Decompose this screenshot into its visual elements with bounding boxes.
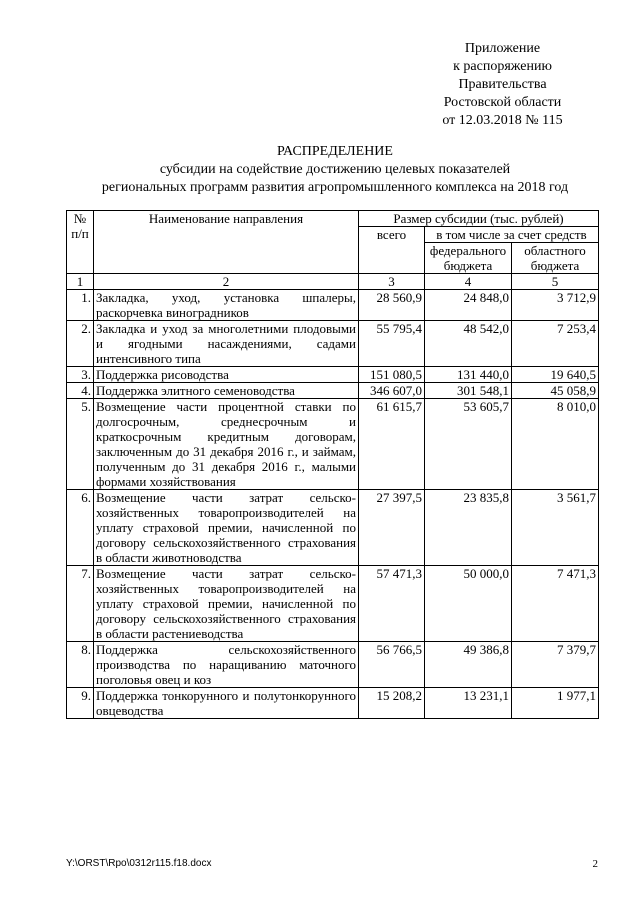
row-federal: 49 386,8 (425, 642, 512, 688)
row-number: 4. (67, 383, 94, 399)
row-regional: 19 640,5 (512, 367, 599, 383)
page-number: 2 (592, 858, 598, 870)
column-number: 4 (425, 274, 512, 290)
appendix-line: к распоряжению (453, 59, 552, 74)
row-number: 3. (67, 367, 94, 383)
document-heading (40, 143, 630, 197)
row-federal: 24 848,0 (425, 290, 512, 321)
header-cell-federal: федерального бюджета (425, 243, 512, 274)
row-total: 27 397,5 (359, 490, 425, 566)
row-number: 9. (67, 688, 94, 719)
table-row (67, 490, 599, 566)
header-cell-regional: областного бюджета (512, 243, 599, 274)
row-federal: 53 605,7 (425, 399, 512, 490)
document-title: РАСПРЕДЕЛЕНИЕ (277, 144, 393, 159)
table-row (67, 642, 599, 688)
document-subtitle: региональных программ развития агропромышленного комплекса на 2018 год (101, 180, 569, 195)
row-regional: 7 379,7 (512, 642, 599, 688)
header-cell-name: Наименование направления (94, 211, 359, 274)
appendix-line: Правительства (458, 77, 547, 92)
row-regional: 1 977,1 (512, 688, 599, 719)
header-cell-number: № п/п (67, 211, 94, 274)
row-number: 8. (67, 642, 94, 688)
row-federal: 50 000,0 (425, 566, 512, 642)
appendix-line: от 12.03.2018 № 115 (442, 113, 563, 128)
row-name: Поддержка сельскохозяйственного производства по наращиванию маточного поголовья овец и коз (94, 642, 359, 688)
appendix-line: Приложение (464, 41, 541, 56)
row-federal: 301 548,1 (425, 383, 512, 399)
appendix-line: Ростовской области (443, 95, 562, 110)
column-number: 3 (359, 274, 425, 290)
appendix-block (380, 40, 625, 130)
column-number-row (67, 274, 599, 290)
row-name: Закладка, уход, установка шпалеры, раскорчевка виноградников (94, 290, 359, 321)
footer (66, 858, 598, 869)
document-subtitle: субсидии на содействие достижению целевых показателей (159, 162, 511, 177)
row-total: 346 607,0 (359, 383, 425, 399)
column-number: 2 (94, 274, 359, 290)
row-regional: 3 561,7 (512, 490, 599, 566)
row-total: 56 766,5 (359, 642, 425, 688)
row-name: Поддержка тонкорунного и полутонкорунного овцеводства (94, 688, 359, 719)
row-name: Поддержка элитного семеноводства (94, 383, 359, 399)
row-number: 6. (67, 490, 94, 566)
row-regional: 3 712,9 (512, 290, 599, 321)
row-name: Возмещение части процентной ставки по долгосрочным, среднесрочным и краткосрочным кредитным договорам, заключенным до 31 декабря 2016 г., и займам, полученным до 31 декабря 2016 г., малыми формами хозяйствования (94, 399, 359, 490)
header-cell-size: Размер субсидии (тыс. рублей) (359, 211, 599, 227)
row-total: 151 080,5 (359, 367, 425, 383)
row-total: 57 471,3 (359, 566, 425, 642)
table-row (67, 290, 599, 321)
table-row (67, 383, 599, 399)
row-name: Поддержка рисоводства (94, 367, 359, 383)
row-number: 5. (67, 399, 94, 490)
row-regional: 45 058,9 (512, 383, 599, 399)
column-number: 5 (512, 274, 599, 290)
table-row (67, 399, 599, 490)
row-name: Возмещение части затрат сельскохозяйственных товаропроизводителей на уплату страховой премии, начисленной по договору сельскохозяйственного страхования в области растениеводства (94, 566, 359, 642)
table-row (67, 688, 599, 719)
file-path: Y:\ORST\Rpo\0312r115.f18.docx (66, 858, 212, 869)
subsidy-table (66, 210, 599, 719)
table-header-row (67, 211, 599, 227)
table-row (67, 566, 599, 642)
row-federal: 131 440,0 (425, 367, 512, 383)
column-number: 1 (67, 274, 94, 290)
table-row (67, 367, 599, 383)
row-name: Закладка и уход за многолетними плодовыми и ягодными насаждениями, садами интенсивного типа (94, 321, 359, 367)
row-regional: 7 471,3 (512, 566, 599, 642)
row-federal: 13 231,1 (425, 688, 512, 719)
row-regional: 7 253,4 (512, 321, 599, 367)
row-total: 61 615,7 (359, 399, 425, 490)
row-total: 55 795,4 (359, 321, 425, 367)
row-number: 2. (67, 321, 94, 367)
header-cell-including: в том числе за счет средств (425, 227, 599, 243)
row-total: 15 208,2 (359, 688, 425, 719)
row-regional: 8 010,0 (512, 399, 599, 490)
row-name: Возмещение части затрат сельскохозяйственных товаропроизводителей на уплату страховой премии, начисленной по договору сельскохозяйственного страхования в области животноводства (94, 490, 359, 566)
row-total: 28 560,9 (359, 290, 425, 321)
table-row (67, 321, 599, 367)
row-federal: 48 542,0 (425, 321, 512, 367)
row-federal: 23 835,8 (425, 490, 512, 566)
row-number: 7. (67, 566, 94, 642)
row-number: 1. (67, 290, 94, 321)
header-cell-total: всего (359, 227, 425, 274)
